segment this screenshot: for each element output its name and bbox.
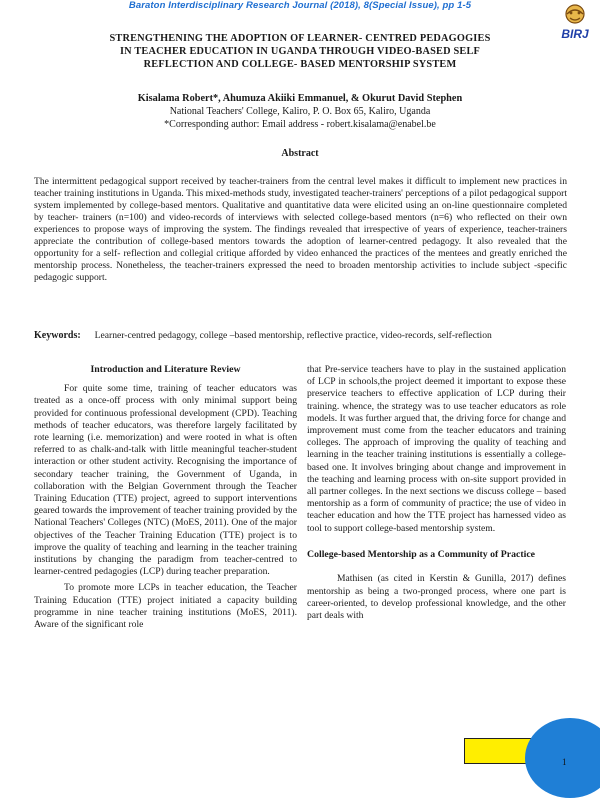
abstract-text: The intermittent pedagogical support received by teacher-trainers from the central level makes it difficult to implement new practices in teacher training institutions in Uganda. This mixed-methods study, investigated teacher-trainers' perceptions of a pilot pedagogical support system implemented by college-based mentors. Qualitative and quantitative data were elicited using an on-line questionnaire completed by teacher- trainers (n=100) and video-records of interviews with selected college-based mentors (n=6) who reflected on their own experiences to propose ways of improving the system. The findings revealed that irrespective of years of experience, teacher-trainers appreciate the contribution of college-based mentors towards the adoption of learner-centred pedagogy. It also revealed that the opportunity for a self- reflection and collegial critique afforded by video enhanced the practices of the mentees and greatly enriched the mentorship process. Nonetheless, the teacher-trainers expressed the need to broaden mentorship activities to include subject -specific pedagogic support. xyxy=(34,176,567,283)
author-list: Kisalama Robert*, Ahumuza Akiiki Emmanuel, & Okurut David Stephen xyxy=(137,93,463,104)
left-column xyxy=(34,364,297,631)
affiliation-block xyxy=(60,106,540,131)
section-heading-mentorship: College-based Mentorship as a Community of Practice xyxy=(307,548,536,560)
title-line: STRENGTHENING THE ADOPTION OF LEARNER- CENTRED PEDAGOGIES xyxy=(109,33,491,44)
keywords-text: Learner-centred pedagogy, college –based mentorship, reflective practice, video-records, self-reflection xyxy=(94,330,492,341)
title-line: REFLECTION AND COLLEGE- BASED MENTORSHIP SYSTEM xyxy=(143,59,457,70)
keywords-label: Keywords: xyxy=(34,330,81,341)
section-heading-introduction: Introduction and Literature Review xyxy=(90,364,241,375)
affiliation: National Teachers' College, Kaliro, P. O. Box 65, Kaliro, Uganda xyxy=(169,106,431,117)
journal-header: Baraton Interdisciplinary Research Journal (2018), 8(Special Issue), pp 1-5 xyxy=(128,0,472,11)
paragraph: that Pre-service teachers have to play in the sustained application of LCP in schools,the project deemed it important to expose these preservice teachers to effective application of LCP during their training. whence, the strategy was to use teacher educators as role models. It was further argued that, the driving force for change and improvement must come from the teacher educators and training colleges. The approach of improving the quality of teaching and learning in the teacher training institutions is essentially a college-based one. It involves bringing about change and improvement in the teaching and learning process with on-site support provided in all partner colleges. In the next sections we discuss college – based mentorship as a form of community of practice; the use of video in teacher education and how the TTE project has harnessed video as tool to support college-based mentorship system. xyxy=(307,364,566,534)
paragraph: Mathisen (as cited in Kerstin & Gunilla, 2017) defines mentorship as being a two-pronged process, where one part is career-oriented, to develop professional knowledge, and the other part deals with xyxy=(307,573,566,621)
page-number: 1 xyxy=(562,757,567,767)
right-column xyxy=(307,364,566,622)
paragraph: For quite some time, training of teacher educators was treated as a once-off process with only minimal support being provided for continuous professional development (CPD). Teaching methods of teacher educators, was therefore largely facilitated by rote learning (i.e. memorization) and were rooted in what is often referred to as chalk-and-talk with little meaningful teacher-student interaction or other student activity. Recognising the importance of secondary teacher training, the Government of Uganda, in collaboration with the Belgian Government through the Teacher Training Education (TTE) project, agreed to support interventions geared towards the improvement of teacher training provided by the National Teachers' Colleges (NTC) (MoES, 2011). One of the major objectives of the Teacher Training Education (TTE) project is to improve the quality of teaching and learning in the teacher training institutions by changing the paradigm from teacher-centred to learner-centred pedagogies (LCP) during teacher preparation. xyxy=(34,383,297,578)
birj-logo xyxy=(553,0,597,44)
title-line: IN TEACHER EDUCATION IN UGANDA THROUGH VIDEO-BASED SELF xyxy=(119,46,481,57)
corresponding-author: *Corresponding author: Email address - robert.kisalama@enabel.be xyxy=(164,118,436,130)
paper-title xyxy=(80,32,520,71)
paragraph: To promote more LCPs in teacher education, the Teacher Training Education (TTE) project initiated a capacity building programme in nine teacher training institutions (MoES, 2011). Aware of the significant role xyxy=(34,582,297,631)
birj-logo-text: BIRJ xyxy=(561,27,589,41)
abstract-heading: Abstract xyxy=(281,148,319,159)
keywords xyxy=(34,330,567,342)
